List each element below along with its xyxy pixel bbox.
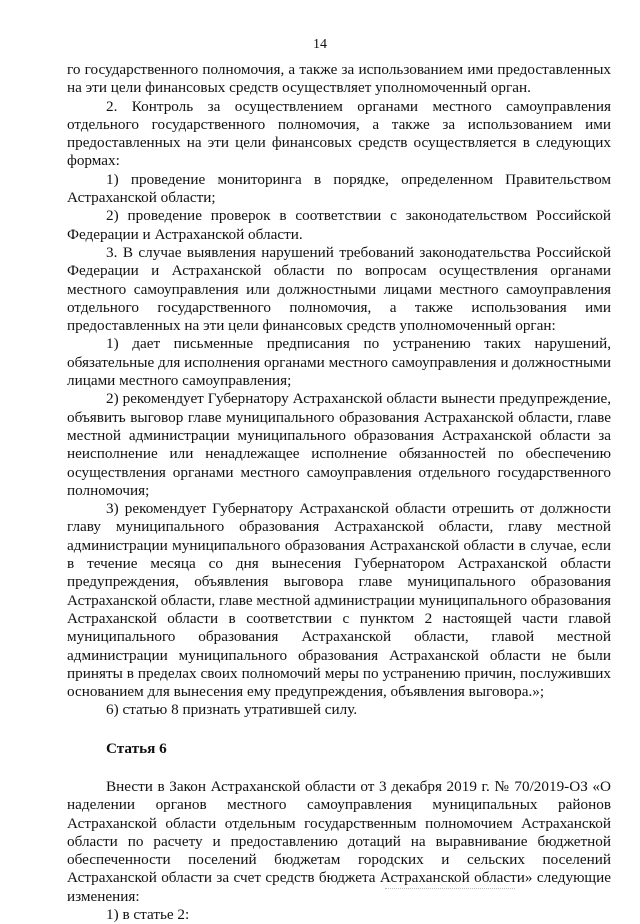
paragraph: Внести в Закон Астраханской области от 3 декабря 2019 г. № 70/2019-ОЗ «О наделении органов местного самоуправления муниципальных районов Астраханской области отдельным государственным полномочием Астраханской области по расчету и предоставлению дотаций на выравнивание бюджетной обеспеченности поселений бюджетам городских и сельских поселений Астраханской области за счет средств бюджета Астраханской области» следующие изменения: (67, 777, 611, 905)
spacer (67, 758, 611, 778)
list-item: 2) рекомендует Губернатору Астраханской области вынести предупреждение, объявить выговор главе муниципального образования Астраханской области, главе местной администрации муниципального образования Астраханской области за неисполнение или ненадлежащее исполнение обязанностей по обеспечению осуществления органами местного самоуправления отдельного государственного полномочия; (67, 390, 611, 499)
list-item: 1) дает письменные предписания по устранению таких нарушений, обязательные для исполнения органами местного самоуправления и должностными лицами местного самоуправления; (67, 335, 611, 390)
article-heading: Статья 6 (106, 739, 167, 757)
page-number: 14 (313, 37, 327, 52)
spacer (67, 720, 611, 740)
list-item: 6) статью 8 признать утратившей силу. (106, 701, 358, 719)
list-item: 1) проведение мониторинга в порядке, определенном Правительством Астраханской области; (67, 170, 611, 207)
list-item: 2) проведение проверок в соответствии с законодательством Российской Федерации и Астраханской области. (67, 207, 611, 243)
list-item: 1) в статье 2: (106, 906, 190, 924)
scan-artifact-divider (385, 888, 515, 890)
paragraph: 2. Контроль за осуществлением органами местного самоуправления отдельного государственного полномочия, а также за использованием ими предоставленных на эти цели финансовых средств осуществляется в следующих формах: (67, 97, 611, 170)
document-body (67, 61, 611, 924)
list-item: 3) рекомендует Губернатору Астраханской области отрешить от должности главу муниципального образования Астраханской области, главу местной администрации муниципального образования Астраханской области в случае, если в течение месяца со дня вынесения Губернатором Астраханской области предупреждения, объявления выговора главе муниципального образования Астраханской области, главе местной администрации муниципального образования Астраханской области в соответствии с пунктом 2 настоящей части главой муниципального образования Астраханской области, главой местной администрации муниципального образования Астраханской области не были приняты в пределах своих полномочий меры по устранению причин, послуживших основанием для вынесения ему предупреждения, объявления выговора.»; (67, 500, 611, 701)
paragraph: 3. В случае выявления нарушений требований законодательства Российской Федерации и Астраханской области по вопросам осуществления органами местного самоуправления или должностными лицами местного самоуправления отдельного государственного полномочия, а также использования ими предоставленных на эти цели финансовых средств уполномоченный орган: (67, 243, 611, 335)
paragraph: го государственного полномочия, а также за использованием ими предоставленных на эти цели финансовых средств осуществляет уполномоченный орган. (67, 61, 611, 97)
